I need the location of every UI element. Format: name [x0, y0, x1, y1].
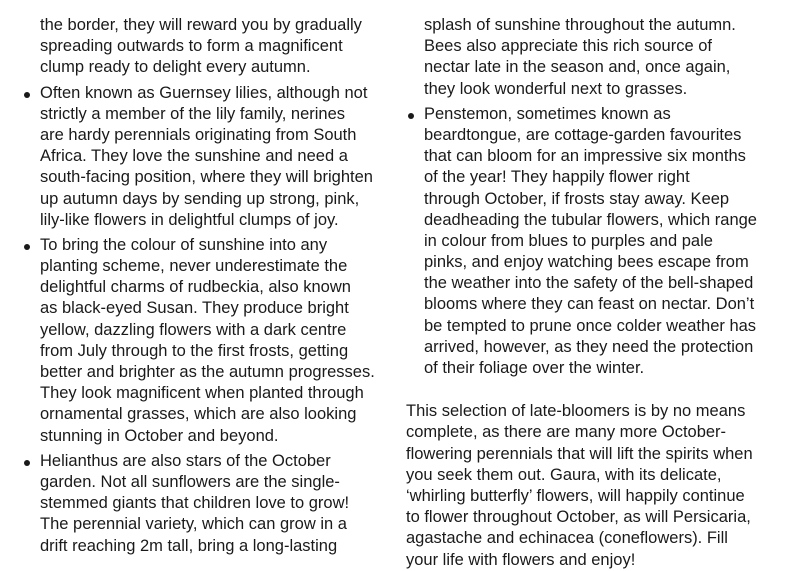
text-line: drift reaching 2m tall, bring a long-lasting	[40, 536, 338, 555]
text-line: planting scheme, never underestimate the	[40, 257, 348, 276]
text-line: from July through to the first frosts, getting	[40, 341, 349, 360]
text-line: as black-eyed Susan. They produce bright	[40, 299, 349, 318]
text-line: complete, as there are many more October-	[406, 423, 727, 442]
text-line: in colour from blues to purples and pale	[424, 231, 713, 250]
text-line: south-facing position, where they will brighten	[40, 168, 373, 187]
text-line: ornamental grasses, which are also looking	[40, 405, 357, 424]
continuation-paragraph	[22, 15, 387, 79]
text-line: splash of sunshine throughout the autumn.	[424, 16, 736, 34]
text-line: blooms where they can feast on nectar. Don’t	[424, 295, 755, 314]
text-line: Often known as Guernsey lilies, although not	[40, 83, 368, 102]
text-line: Africa. They love the sunshine and need a	[40, 147, 348, 166]
text-line: nectar late in the season and, once again,	[424, 58, 731, 77]
text-line: Penstemon, sometimes known as	[424, 104, 671, 123]
text-line: that can bloom for an impressive six months	[424, 147, 746, 166]
text-line: the weather into the safety of the bell-shaped	[424, 274, 754, 293]
continuation-paragraph	[406, 15, 776, 100]
text-line: ‘whirling butterfly’ flowers, will happily continue	[406, 486, 745, 505]
text-line: This selection of late-bloomers is by no means	[406, 402, 746, 421]
text-line: deadheading the tubular flowers, which range	[424, 210, 757, 229]
text-line: your life with flowers and enjoy!	[406, 550, 636, 569]
bullet-item-penstemon	[406, 104, 776, 379]
text-line: you seek them out. Gaura, with its delicate,	[406, 465, 722, 484]
text-line: Helianthus are also stars of the October	[40, 451, 331, 470]
text-line: spreading outwards to form a magnificent	[40, 37, 343, 56]
text-line: agastache and echinacea (coneflowers). Fill	[406, 529, 728, 548]
text-line: delightful charms of rudbeckia, also known	[40, 278, 351, 297]
text-line: garden. Not all sunflowers are the single-	[40, 472, 340, 491]
text-line: better and brighter as the autumn progresses.	[40, 363, 375, 381]
right-column	[406, 15, 776, 571]
text-line: To bring the colour of sunshine into any	[40, 235, 328, 254]
text-line: of their foliage over the winter.	[424, 359, 645, 377]
text-line: up autumn days by sending up strong, pink,	[40, 189, 360, 208]
text-line: to flower throughout October, as will Persicaria,	[406, 508, 751, 527]
bullet-item-nerines	[22, 83, 387, 231]
text-line: they look wonderful next to grasses.	[424, 79, 688, 98]
text-line: through October, if frosts stay away. Keep	[424, 189, 730, 208]
text-line: stunning in October and beyond.	[40, 426, 279, 445]
text-line: of the year! They happily flower right	[424, 168, 690, 187]
text-line: be tempted to prune once colder weather has	[424, 316, 757, 335]
text-line: strictly a member of the lily family, nerines	[40, 104, 346, 123]
bullet-item-helianthus	[22, 451, 387, 557]
text-line: lily-like flowers in delightful clumps of joy.	[40, 210, 339, 229]
text-line: clump ready to delight every autumn.	[40, 58, 311, 77]
text-line: flowering perennials that will lift the spirits when	[406, 444, 753, 463]
text-line: Bees also appreciate this rich source of	[424, 37, 712, 56]
left-column	[22, 15, 387, 557]
text-line: are hardy perennials originating from South	[40, 125, 357, 144]
closing-paragraph	[406, 401, 776, 571]
text-line: pinks, and enjoy watching bees escape from	[424, 253, 749, 272]
text-line: stemmed giants that children love to grow!	[40, 494, 350, 513]
text-line: arrived, however, as they need the protection	[424, 337, 754, 356]
text-line: They look magnificent when planted through	[40, 384, 364, 403]
text-line: beardtongue, are cottage-garden favourites	[424, 125, 742, 144]
text-line: The perennial variety, which can grow in a	[40, 515, 347, 534]
text-line: yellow, dazzling flowers with a dark centre	[40, 320, 347, 339]
bullet-item-rudbeckia	[22, 235, 387, 447]
text-line: the border, they will reward you by gradually	[40, 16, 362, 34]
